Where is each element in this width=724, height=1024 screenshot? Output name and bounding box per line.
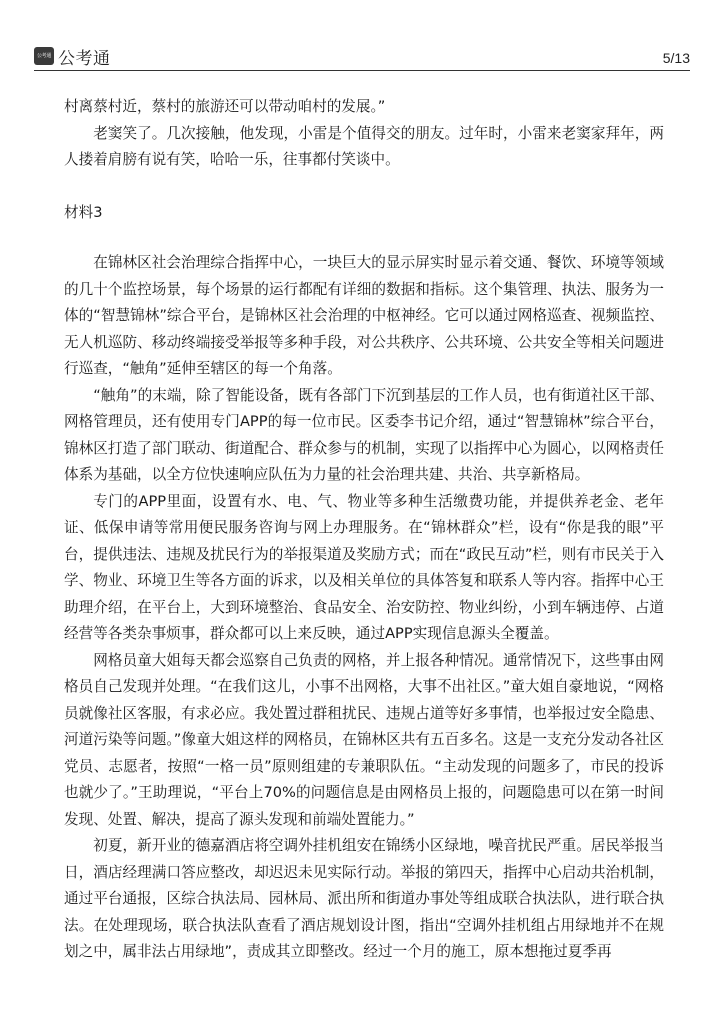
brand-name: 公考通 <box>58 48 111 69</box>
page-header <box>34 44 690 71</box>
page-number: 5/13 <box>662 50 690 66</box>
paragraph: 初夏，新开业的德嘉酒店将空调外挂机组安在锦绣小区绿地，噪音扰民严重。居民举报当日，酒店经理满口答应整改，却迟迟未见实际行动。举报的第四天，指挥中心启动共治机制，通过平台通报，区综合执法局、园林局、派出所和街道办事处等组成联合执法队，进行联合执法。在处理现场，联合执法队查看了酒店规划设计图，指出“空调外挂机组占用绿地并不在规划之中，属非法占用绿地”，责成其立即整改。经过一个月的施工，原本想拖过夏季再 <box>64 837 664 960</box>
paragraph: “触角”的末端，除了智能设备，既有各部门下沉到基层的工作人员，也有街道社区干部、网格管理员，还有使用专门APP的每一位市民。区委李书记介绍，通过“智慧锦林”综合平台，锦林区打造了部门联动、街道配合、群众参与的机制，实现了以指挥中心为圆心，以网格责任体系为基础，以全方位快速响应队伍为力量的社会治理共建、共治、共享新格局。 <box>64 386 664 483</box>
paragraph-continuation: 村离蔡村近，蔡村的旅游还可以带动咱村的发展。” <box>64 98 386 115</box>
paragraph: 专门的APP里面，设置有水、电、气、物业等多种生活缴费功能，并提供养老金、老年证、低保申请等常用便民服务咨询与网上办理服务。在“锦林群众”栏，设有“你是我的眼”平台，提供违法、违规及扰民行为的举报渠道及奖励方式；而在“政民互动”栏，则有市民关于入学、物业、环境卫生等各方面的诉求，以及相关单位的具体答复和联系人等内容。指挥中心王助理介绍，在平台上，大到环境整治、食品安全、治安防控、物业纠纷，小到车辆违停、占道经营等各类杂事烦事，群众都可以上来反映，通过APP实现信息源头全覆盖。 <box>64 492 664 642</box>
brand-logo <box>34 46 111 69</box>
paragraph: 网格员童大姐每天都会巡察自己负责的网格，并上报各种情况。通常情况下，这些事由网格员自己发现并处理。“在我们这儿，小事不出网格，大事不出社区。”童大姐自豪地说，“网格员就像社区客服，有求必应。我处置过群租扰民、违规占道等好多事情，也举报过安全隐患、河道污染等问题。”像童大姐这样的网格员，在锦林区共有五百多名。这是一支充分发动各社区党员、志愿者，按照“一格一员”原则组建的专兼职队伍。“主动发现的问题多了，市民的投诉也就少了。”王助理说，“平台上70%的问题信息是由网格员上报的，问题隐患可以在第一时间发现、处置、解决，提高了源头发现和前端处置能力。” <box>64 651 664 828</box>
paragraph: 在锦林区社会治理综合指挥中心，一块巨大的显示屏实时显示着交通、餐饮、环境等领域的几十个监控场景，每个场景的运行都配有详细的数据和指标。这个集管理、执法、服务为一体的“智慧锦林”综合平台，是锦林区社会治理的中枢神经。它可以通过网格巡查、视频监控、无人机巡防、移动终端接受举报等多种手段，对公共秩序、公共环境、公共安全等相关问题进行巡查，“触角”延伸至辖区的每一个角落。 <box>64 254 664 377</box>
section-title: 材料3 <box>64 203 103 221</box>
paragraph: 老窦笑了。几次接触，他发现，小雷是个值得交的朋友。过年时，小雷来老窦家拜年，两人搂着肩膀有说有笑，哈哈一乐，往事都付笑谈中。 <box>64 124 664 168</box>
document-body <box>64 94 664 966</box>
logo-icon: 公考通 <box>34 47 54 65</box>
